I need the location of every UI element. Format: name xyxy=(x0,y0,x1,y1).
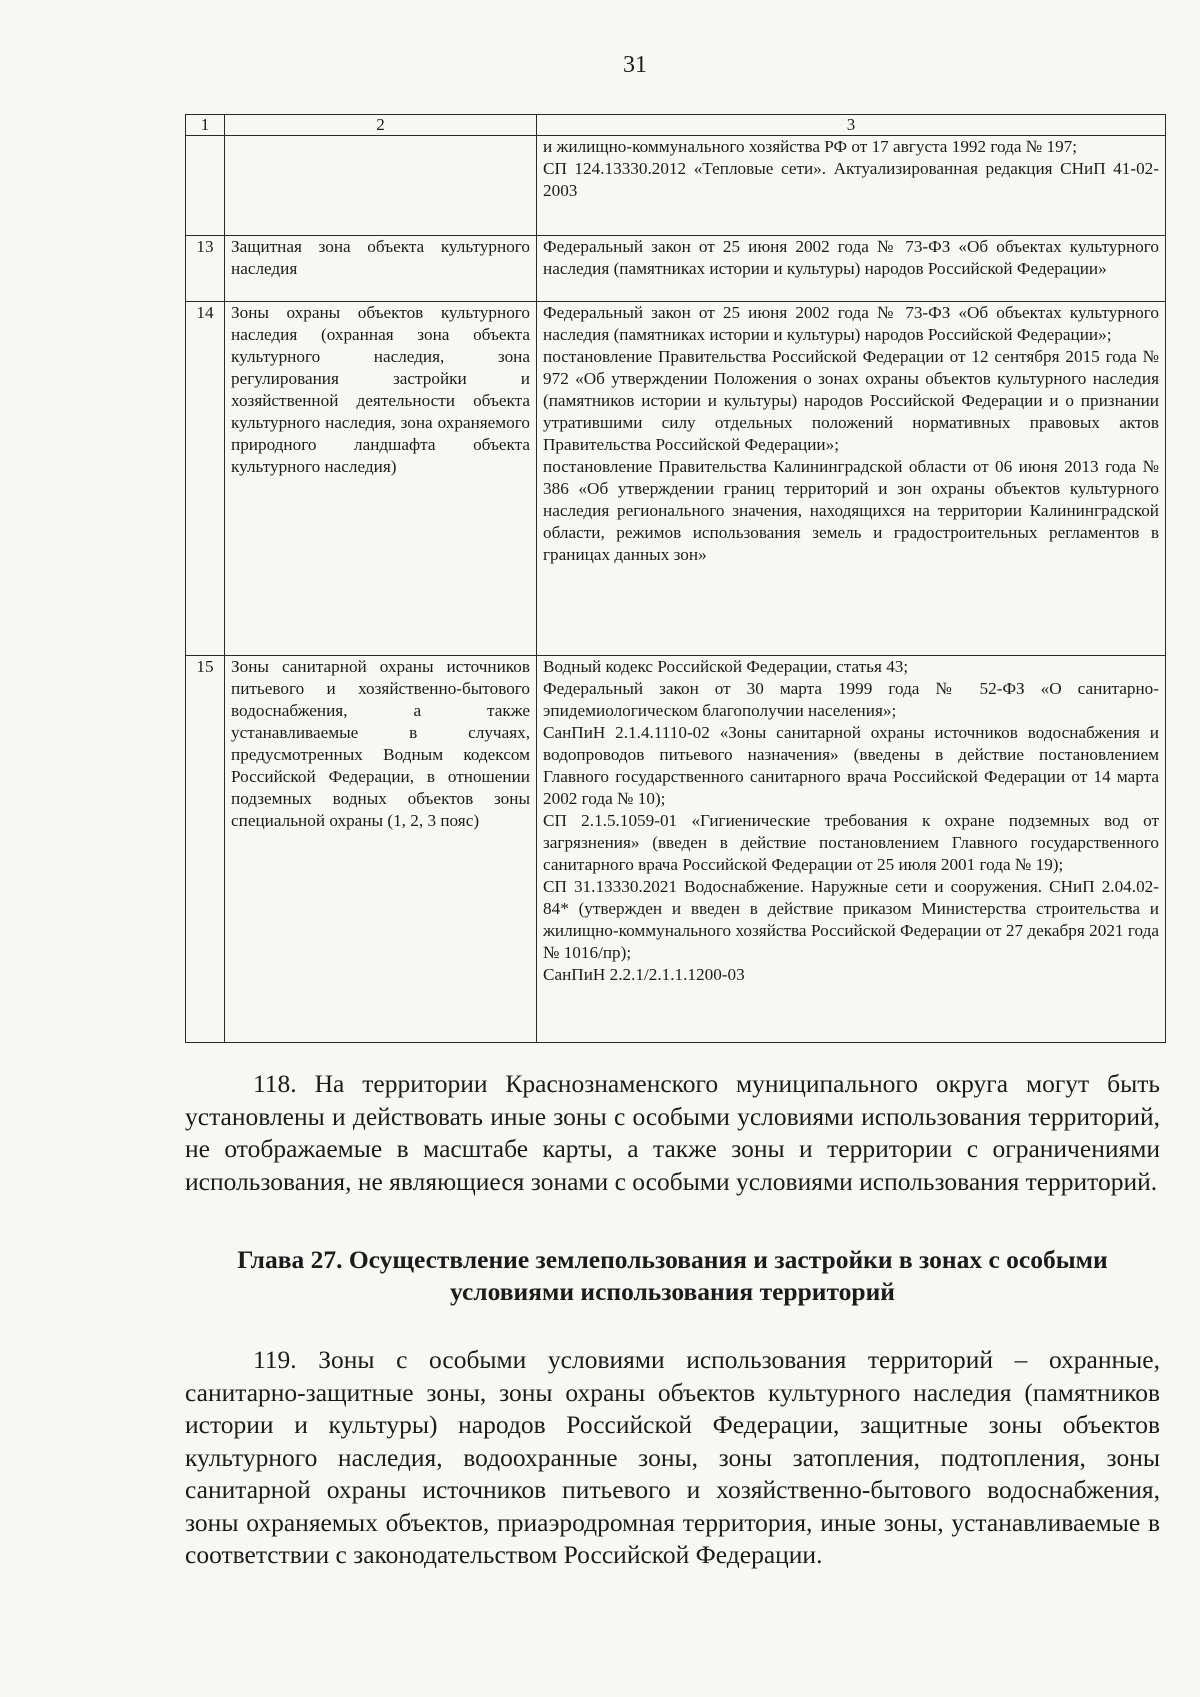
document-reference: СанПиН 2.2.1/2.1.1.1200-03 xyxy=(543,965,745,984)
documents-cell xyxy=(537,236,1166,302)
document-reference: Водный кодекс Российской Федерации, статья 43; xyxy=(543,657,909,676)
paragraph-119: 119. Зоны с особыми условиями использования территорий – охранные, санитарно-защитные зоны, зоны охраны объектов культурного наследия (памятников истории и культуры) народов Российской Федерации, защитные зоны объектов культурного наследия, водоохранные зоны, зоны затопления, подтопления, зоны санитарной охраны источников питьевого и хозяйственно-бытового водоснабжения, зоны охраняемых объектов, приаэродромная территория, иные зоны, устанавливаемые в соответствии с законодательством Российской Федерации. xyxy=(185,1345,1160,1569)
zone-name-cell: Защитная зона объекта культурного наследия xyxy=(225,236,537,302)
row-number-cell: 14 xyxy=(186,302,225,656)
table-header-cell: 3 xyxy=(537,115,1166,136)
documents-cell xyxy=(537,136,1166,236)
table-header-cell: 2 xyxy=(225,115,537,136)
document-reference: СП 2.1.5.1059-01 «Гигиенические требования к охране подземных вод от загрязнения» (введен в действие постановлением Главного государственного санитарного врача Российской Федерации от 25 июля 2001 года № 19); xyxy=(543,811,1159,874)
regulation-table xyxy=(185,114,1166,1043)
zone-name-cell xyxy=(225,136,537,236)
paragraph-119-block xyxy=(185,1344,1160,1572)
row-number-cell: 13 xyxy=(186,236,225,302)
document-reference: СанПиН 2.1.4.1110-02 «Зоны санитарной охраны источников водоснабжения и водопроводов питьевого назначения» (введены в действие постановлением Главного государственного санитарного врача Российской Федерации от 14 марта 2002 года № 10); xyxy=(543,723,1159,808)
chapter-heading: Глава 27. Осуществление землепользования и застройки в зонах с особыми условиями использования территорий xyxy=(237,1245,1108,1306)
document-reference: постановление Правительства Российской Федерации от 12 сентября 2015 года № 972 «Об утверждении Положения о зонах охраны объектов культурного наследия (памятников истории и культуры) народов Российской Федерации и о признании утратившими силу отдельных положений нормативных правовых актов Правительства Российской Федерации»; xyxy=(543,347,1159,454)
table-row xyxy=(186,136,1166,236)
row-number-cell xyxy=(186,136,225,236)
document-reference: постановление Правительства Калининградской области от 06 июня 2013 года № 386 «Об утверждении границ территорий и зон охраны объектов культурного наследия регионального значения, находящихся на территории Калининградской области, режимов использования земель и градостроительных регламентов в границах данных зон» xyxy=(543,457,1159,564)
zone-name-cell: Зоны санитарной охраны источников питьевого и хозяйственно-бытового водоснабжения, а также устанавливаемые в случаях, предусмотренных Водным кодексом Российской Федерации, в отношении подземных водных объектов зоны специальной охраны (1, 2, 3 пояс) xyxy=(225,656,537,1043)
row-number-cell: 15 xyxy=(186,656,225,1043)
zone-name-cell: Зоны охраны объектов культурного наследия (охранная зона объекта культурного наследия, зона регулирования застройки и хозяйственной деятельности объекта культурного наследия, зона охраняемого природного ландшафта объекта культурного наследия) xyxy=(225,302,537,656)
documents-cell xyxy=(537,302,1166,656)
document-reference: Федеральный закон от 25 июня 2002 года № 73-ФЗ «Об объектах культурного наследия (памятниках истории и культуры) народов Российской Федерации» xyxy=(543,237,1159,278)
document-reference: и жилищно-коммунального хозяйства РФ от 17 августа 1992 года № 197; xyxy=(543,137,1078,156)
document-reference: Федеральный закон от 30 марта 1999 года № 52-ФЗ «О санитарно-эпидемиологическом благополучии населения»; xyxy=(543,679,1159,720)
table-header-cell: 1 xyxy=(186,115,225,136)
page-number: 31 xyxy=(623,52,647,78)
document-reference: СП 124.13330.2012 «Тепловые сети». Актуализированная редакция СНиП 41-02-2003 xyxy=(543,159,1159,200)
table-row xyxy=(186,236,1166,302)
document-reference: СП 31.13330.2021 Водоснабжение. Наружные сети и сооружения. СНиП 2.04.02-84* (утвержден и введен в действие приказом Министерства строительства и жилищно-коммунального хозяйства Российской Федерации от 27 декабря 2021 года № 1016/пр); xyxy=(543,877,1159,962)
table-header-row xyxy=(186,115,1166,136)
document-reference: Федеральный закон от 25 июня 2002 года № 73-ФЗ «Об объектах культурного наследия (памятниках истории и культуры) народов Российской Федерации»; xyxy=(543,303,1159,344)
paragraph-118-block xyxy=(185,1068,1160,1198)
documents-cell xyxy=(537,656,1166,1043)
paragraph-118: 118. На территории Краснознаменского муниципального округа могут быть установлены и действовать иные зоны с особыми условиями использования территорий, не отображаемые в масштабе карты, а также зоны и территории с ограничениями использования, не являющиеся зонами с особыми условиями использования территорий. xyxy=(185,1069,1160,1196)
table-row xyxy=(186,302,1166,656)
table-row xyxy=(186,656,1166,1043)
